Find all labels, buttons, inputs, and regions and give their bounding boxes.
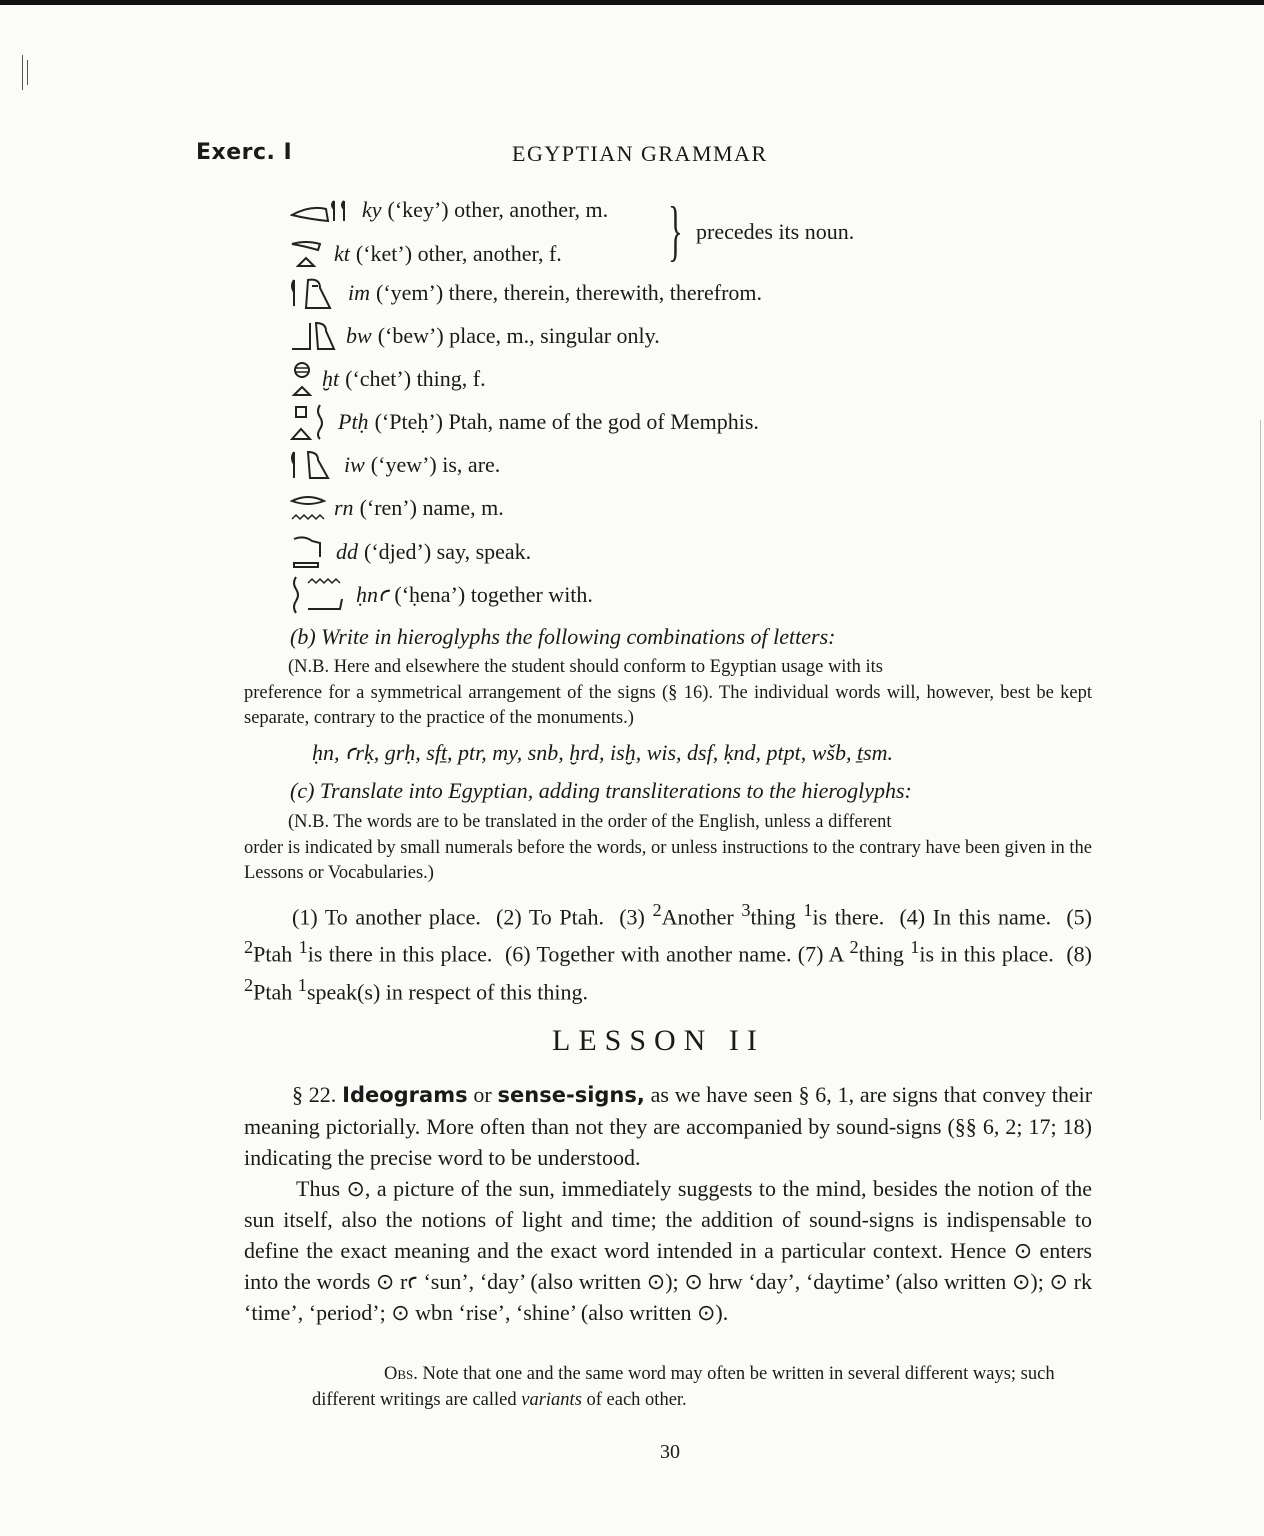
obs-end: of each other. — [586, 1390, 687, 1410]
section-b-note-rest: preference for a symmetrical arrangement of the signs (§ 16). The individual words will, however, best be kept separate, contrary to the practice of the monuments.) — [244, 682, 1092, 728]
vocab-row — [290, 489, 504, 527]
vocab-desc: (‘Pteḥ’) Ptah, name of the god of Memphis. — [374, 409, 759, 434]
vocab-desc: (‘yew’) is, are. — [370, 452, 501, 477]
vocab-row — [290, 191, 608, 229]
section-b-note-first: (N.B. Here and elsewhere the student should conform to Egyptian usage with its — [288, 657, 883, 677]
paragraph-22-text: as we have seen § 6, 1, are signs that convey their meaning pictorially. More often than not they are accompanied by sound-signs (§§ 6, 2; 17; 18) indicating the precise word to be understood. — [244, 1082, 1093, 1170]
vocab-desc: (‘bew’) place, m., singular only. — [377, 323, 660, 348]
running-head-title: EGYPTIAN GRAMMAR — [512, 141, 768, 166]
translit: ḫt — [322, 366, 340, 391]
observation-note — [240, 1361, 1092, 1413]
hieroglyph-kt-icon — [290, 238, 326, 270]
precedes-note: precedes its noun. — [696, 219, 855, 244]
translit: iw — [344, 452, 365, 477]
vocab-row — [290, 235, 562, 273]
term-ideograms: Ideograms — [342, 1083, 468, 1107]
hieroglyph-placenta-icon — [290, 361, 314, 397]
section-b-heading: (b) Write in hieroglyphs the following combinations of letters: — [290, 624, 836, 649]
hieroglyph-ky-icon — [290, 195, 354, 225]
translit: bw — [346, 323, 372, 348]
translit: ky — [362, 197, 382, 222]
scan-mark — [27, 60, 28, 85]
scan-mark — [22, 55, 23, 90]
translit: rn — [334, 495, 354, 520]
brace: } — [668, 192, 683, 268]
vocab-desc: (‘ḥena’) together with. — [394, 582, 593, 607]
page-number: 30 — [660, 1441, 680, 1463]
word-or: or — [473, 1082, 492, 1107]
obs-term: variants — [521, 1390, 582, 1410]
hieroglyph-foot-bird-icon — [290, 319, 338, 353]
vocab-desc: (‘ren’) name, m. — [359, 495, 504, 520]
hieroglyph-cobra-hand-icon — [290, 535, 328, 569]
vocab-row — [290, 533, 531, 571]
vocab-desc: (‘key’) other, another, m. — [387, 197, 609, 222]
paragraph-22 — [244, 1079, 1092, 1173]
vocab-desc: (‘djed’) say, speak. — [364, 539, 532, 564]
vocab-desc: (‘ket’) other, another, f. — [355, 241, 562, 266]
translit: im — [348, 280, 370, 305]
section-number: § 22. — [292, 1082, 337, 1107]
vocab-row — [290, 317, 660, 355]
top-border — [0, 0, 1264, 5]
obs-label: Obs. — [384, 1364, 418, 1384]
hieroglyph-ptah-icon — [290, 403, 330, 441]
lesson-title: LESSON II — [552, 1024, 765, 1057]
section-c-note — [244, 810, 1092, 887]
hieroglyph-owl-icon — [290, 276, 340, 310]
section-c-note-rest: order is indicated by small numerals before the words, or unless instructions to the contrary have been given in the Lessons or Vocabularies.) — [244, 837, 1092, 883]
section-c-note-first: (N.B. The words are to be translated in the order of the English, unless a different — [288, 812, 892, 832]
translit-exercise-list: ḥn, ꜥrḳ, grḥ, sfṯ, ptr, my, snb, ḫrd, isḫ, wis, dsf, ḳnd, ptpt, wšb, ṯsm. — [312, 740, 894, 765]
section-c-heading: (c) Translate into Egyptian, adding transliterations to the hieroglyphs: — [290, 778, 912, 803]
translit: kt — [334, 241, 350, 266]
hieroglyph-henu-icon — [290, 575, 348, 615]
vocab-row — [290, 576, 593, 614]
vocab-row — [290, 274, 762, 312]
vocab-desc: (‘chet’) thing, f. — [345, 366, 486, 391]
translation-sentences: (1) To another place. (2) To Ptah. (3) $^2$Another $^3$thing $^1$is there. (4) In this name. (5) $^2$Ptah $^1$is there in this place. (6) Together with another name. (7) A $^2$thing $^1$is in this place. (8) $^2$Ptah $^1$speak(s) in respect of this thing. — [244, 900, 1093, 1004]
scan-edge — [1260, 420, 1261, 1120]
hieroglyph-reed-chick-icon — [290, 448, 336, 482]
section-b-note — [244, 655, 1092, 732]
translit: Ptḥ — [338, 409, 369, 434]
term-sense-signs: sense-signs, — [497, 1083, 645, 1107]
obs-text: Note that one and the same word may often be written in several different ways; such different writings are called — [312, 1364, 1055, 1410]
paragraph-thus: Thus ⊙, a picture of the sun, immediately suggests to the mind, besides the notion of the sun itself, also the notions of light and time; the addition of sound-signs is indispensable to define the exact meaning and the exact word intended in a particular context. Hence ⊙ enters into the words ⊙ rꜥ ‘sun’, ‘day’ (also written ⊙); ⊙ hrw ‘day’, ‘daytime’ (also written ⊙); ⊙ rk ‘time’, ‘period’; ⊙ wbn ‘rise’, ‘shine’ (also written ⊙). — [244, 1176, 1092, 1325]
vocab-desc: (‘yem’) there, therein, therewith, therefrom. — [376, 280, 763, 305]
translit: dd — [336, 539, 358, 564]
hieroglyph-mouth-water-icon — [290, 491, 326, 525]
translit: ḥnꜥ — [356, 582, 389, 607]
vocab-row — [290, 360, 486, 398]
vocab-row — [290, 403, 759, 441]
running-head-left: Exerc. I — [196, 140, 293, 165]
vocab-row — [290, 446, 500, 484]
